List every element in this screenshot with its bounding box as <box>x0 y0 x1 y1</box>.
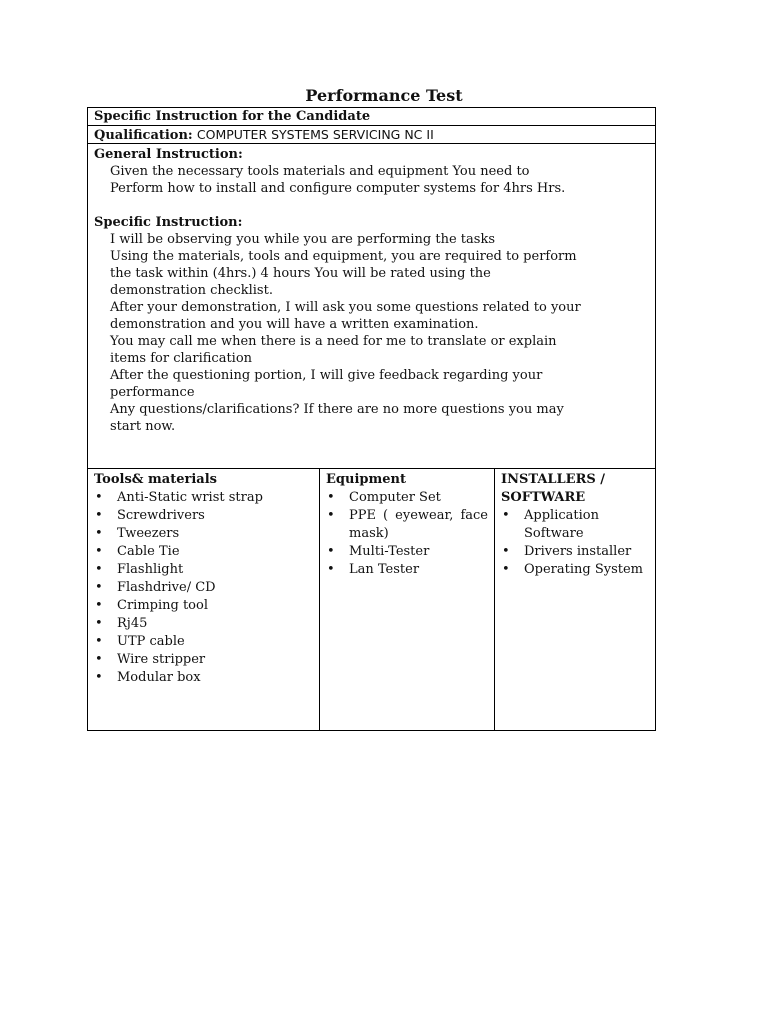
installers-heading-line1: INSTALLERS / <box>501 472 606 487</box>
installers-heading-line2: SOFTWARE <box>501 490 586 505</box>
general-instruction-line: Perform how to install and configure computer systems for 4hrs Hrs. <box>110 181 566 196</box>
specific-instruction-heading: Specific Instruction: <box>94 215 243 230</box>
specific-instruction-line: demonstration and you will have a written examination. <box>110 317 479 332</box>
installers-software-column <box>495 469 655 730</box>
equipment-list <box>326 489 488 579</box>
list-item: • UTP cable <box>94 633 313 651</box>
specific-instruction-line: Any questions/clarifications? If there are no more questions you may <box>110 402 564 417</box>
list-item: • Anti-Static wrist strap <box>94 489 313 507</box>
specific-instruction-line: the task within (4hrs.) 4 hours You will be rated using the <box>110 266 491 281</box>
list-item: • Flashdrive/ CD <box>94 579 313 597</box>
equipment-heading: Equipment <box>326 472 406 487</box>
specific-instruction-line: demonstration checklist. <box>110 283 273 298</box>
specific-instruction-line: After your demonstration, I will ask you some questions related to your <box>110 300 581 315</box>
list-item: • Tweezers <box>94 525 313 543</box>
list-item: • Crimping tool <box>94 597 313 615</box>
tools-materials-heading: Tools& materials <box>94 472 217 487</box>
qualification-value: COMPUTER SYSTEMS SERVICING NC II <box>196 127 434 142</box>
list-item: • Computer Set <box>326 489 488 507</box>
qualification-label: Qualification: <box>94 128 193 143</box>
list-item: • Wire stripper <box>94 651 313 669</box>
list-item: • Operating System <box>501 561 649 579</box>
installers-list <box>501 507 649 579</box>
list-item: • Screwdrivers <box>94 507 313 525</box>
specific-instruction-line: performance <box>110 385 195 400</box>
list-item: • Rj45 <box>94 615 313 633</box>
list-item: • Flashlight <box>94 561 313 579</box>
list-item: • PPE ( eyewear, face mask) <box>326 507 488 543</box>
specific-instruction-line: Using the materials, tools and equipment, you are required to perform <box>110 249 577 264</box>
resources-table <box>87 468 656 731</box>
specific-instruction-line: You may call me when there is a need for me to translate or explain <box>110 334 557 349</box>
qualification-row <box>88 126 655 144</box>
list-item: • Lan Tester <box>326 561 488 579</box>
specific-instruction-line: items for clarification <box>110 351 253 366</box>
list-item: • Modular box <box>94 669 313 687</box>
instruction-table <box>87 107 656 469</box>
list-item: • Application Software <box>501 507 649 543</box>
general-instruction-line: Given the necessary tools materials and equipment You need to <box>110 164 530 179</box>
specific-instruction-line: start now. <box>110 419 176 434</box>
specific-instruction-line: After the questioning portion, I will give feedback regarding your <box>110 368 543 383</box>
equipment-column <box>320 469 495 730</box>
tools-materials-column <box>88 469 320 730</box>
specific-instruction-header: Specific Instruction for the Candidate <box>88 108 655 126</box>
spacer <box>94 197 649 214</box>
list-item: • Cable Tie <box>94 543 313 561</box>
list-item: • Drivers installer <box>501 543 649 561</box>
tools-materials-list <box>94 489 313 687</box>
page-title: Performance Test <box>305 86 463 105</box>
instructions-cell <box>88 144 655 435</box>
general-instruction-heading: General Instruction: <box>94 147 243 162</box>
list-item: • Multi-Tester <box>326 543 488 561</box>
specific-instruction-line: I will be observing you while you are performing the tasks <box>110 232 495 247</box>
